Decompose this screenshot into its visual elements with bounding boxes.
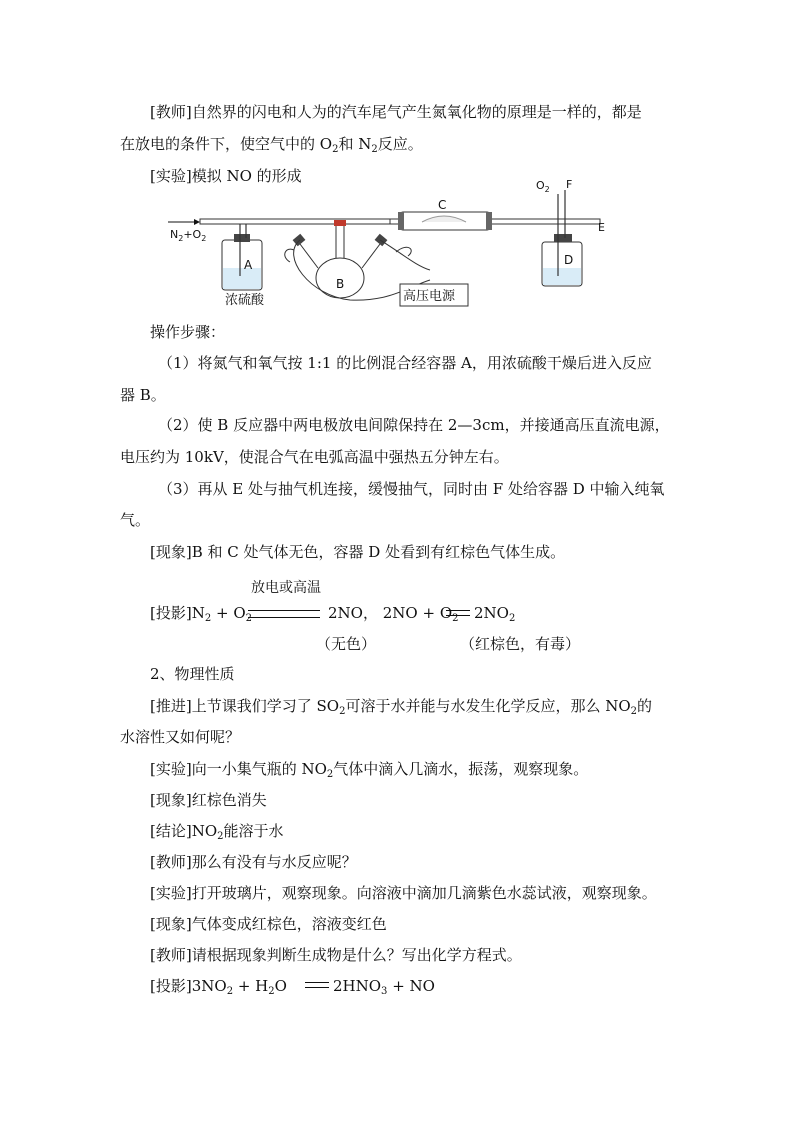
text: 2HNO <box>333 977 382 995</box>
text: 红棕色消失 <box>191 791 267 809</box>
phenomenon-3 <box>150 914 387 934</box>
subscript: 2 <box>508 613 516 624</box>
push-paragraph-cont: 水溶性又如何呢？ <box>120 728 241 746</box>
tag: [实验] <box>150 760 192 778</box>
label-power: 高压电源 <box>403 289 456 304</box>
text: 请根据现象判断生成物是什么？写出化学方程式。 <box>191 946 522 964</box>
subscript: 2 <box>268 986 275 997</box>
text: 和 N <box>338 135 372 153</box>
text: 2NO， <box>328 604 378 622</box>
text: 打开玻璃片，观察现象。向溶液中滴加几滴紫色水蕊试液，观察现象。 <box>191 884 657 902</box>
label-o2: $O_2$ <box>536 179 550 194</box>
tag: [现象] <box>150 543 192 561</box>
equation-2 <box>150 976 287 996</box>
tag: [实验] <box>150 167 192 185</box>
text: + NO <box>387 977 435 995</box>
text: 上节课我们学习了 SO <box>191 697 340 715</box>
text: 那么有没有与水反应呢？ <box>191 853 357 871</box>
step-3: （3）再从 E 处与抽气机连接，缓慢抽气，同时由 F 处给容器 D 中输入纯氧 <box>158 480 665 498</box>
label-c: C <box>438 198 447 212</box>
label-acid: 浓硫酸 <box>225 293 265 308</box>
subscript: 2 <box>326 769 334 780</box>
text: 的 <box>637 697 653 715</box>
text: 能溶于水 <box>223 822 284 840</box>
step-2: （2）使 B 反应器中两电极放电间隙保持在 2—3cm，并接通高压直流电源， <box>158 416 670 434</box>
section-heading: 2、物理性质 <box>150 665 235 683</box>
label-e: E <box>598 221 605 234</box>
tag: [教师] <box>150 103 192 121</box>
text: N <box>191 604 205 622</box>
equation-1-product-2 <box>474 603 515 623</box>
subscript: 2 <box>630 706 638 717</box>
label-a: A <box>244 258 253 272</box>
step-1-cont: 器 B。 <box>120 386 166 404</box>
tag: [现象] <box>150 915 192 933</box>
main-tube <box>200 219 390 224</box>
text: + O <box>211 604 246 622</box>
stopper-a <box>234 234 250 242</box>
equation-1-products <box>328 603 459 623</box>
subscript: 2 <box>226 986 234 997</box>
teacher-paragraph-1 <box>150 102 642 122</box>
label-f: F <box>566 178 573 191</box>
label-n2o2: $N_2+O_2$ <box>170 228 207 243</box>
text: 反应。 <box>377 135 423 153</box>
teacher-paragraph-2 <box>150 852 357 872</box>
tag: [推进] <box>150 697 192 715</box>
tag: [实验] <box>150 884 192 902</box>
subscript: 3 <box>381 986 388 997</box>
equals-sign <box>446 610 470 616</box>
tag: [现象] <box>150 791 192 809</box>
electrode-right <box>375 234 388 247</box>
push-paragraph <box>150 696 652 716</box>
subscript: 2 <box>204 613 212 624</box>
text: 向一小集气瓶的 NO <box>191 760 327 778</box>
apparatus-diagram <box>160 176 620 316</box>
subscript: 2 <box>245 613 252 624</box>
subscript: 2 <box>332 144 339 155</box>
text: 自然界的闪电和人为的汽车尾气产生氮氧化物的原理是一样的，都是 <box>191 103 642 121</box>
text: 3NO <box>191 977 227 995</box>
subscript: 2 <box>217 831 224 842</box>
equation-2-products <box>333 976 435 996</box>
teacher-paragraph-1-cont <box>120 134 423 154</box>
equation-1 <box>150 603 252 623</box>
subscript: 2 <box>371 144 378 155</box>
phenomenon-1 <box>150 542 565 562</box>
arrow-head-icon <box>194 219 200 225</box>
steps-title: 操作步骤： <box>150 323 226 341</box>
label-d: D <box>564 253 574 267</box>
subscript: 2 <box>339 706 346 717</box>
conclusion <box>150 821 284 841</box>
reaction-condition: 放电或高温 <box>251 580 321 596</box>
experiment-2 <box>150 759 588 779</box>
teacher-paragraph-3 <box>150 945 522 965</box>
text: O <box>274 977 287 995</box>
step-2-cont: 电压约为 10kV，使混合气在电弧高温中强热五分钟左右。 <box>120 448 509 466</box>
tag: [教师] <box>150 946 192 964</box>
experiment-3 <box>150 883 657 903</box>
text: 气体中滴入几滴水，振荡，观察现象。 <box>333 760 589 778</box>
text: 2NO <box>474 604 509 622</box>
phenomenon-2 <box>150 790 267 810</box>
text: + H <box>233 977 269 995</box>
double-line-arrow <box>248 610 320 618</box>
tag: [结论] <box>150 822 192 840</box>
tag: [投影] <box>150 604 192 622</box>
subscript: 2 <box>452 613 459 624</box>
text: 可溶于水并能与水发生化学反应，那么 NO <box>345 697 631 715</box>
note-colorless: （无色） <box>316 635 377 653</box>
tag: [投影] <box>150 977 192 995</box>
electrode-left <box>293 234 306 247</box>
note-red-brown: （红棕色，有毒） <box>460 635 581 653</box>
acid-liquid <box>223 268 261 289</box>
tag: [教师] <box>150 853 192 871</box>
text: 模拟 NO 的形成 <box>191 167 302 185</box>
red-joint <box>334 220 346 226</box>
text: 气体变成红棕色，溶液变红色 <box>191 915 387 933</box>
text: NO <box>191 822 218 840</box>
equals-sign-2 <box>305 982 329 988</box>
step-1: （1）将氮气和氧气按 1:1 的比例混合经容器 A，用浓硫酸干燥后进入反应 <box>158 354 652 372</box>
label-b: B <box>336 277 345 291</box>
text: 2NO + O <box>382 604 453 622</box>
text: B 和 C 处气体无色，容器 D 处看到有红棕色气体生成。 <box>191 543 566 561</box>
step-3-cont: 气。 <box>120 511 151 529</box>
text: 在放电的条件下，使空气中的 O <box>120 135 333 153</box>
